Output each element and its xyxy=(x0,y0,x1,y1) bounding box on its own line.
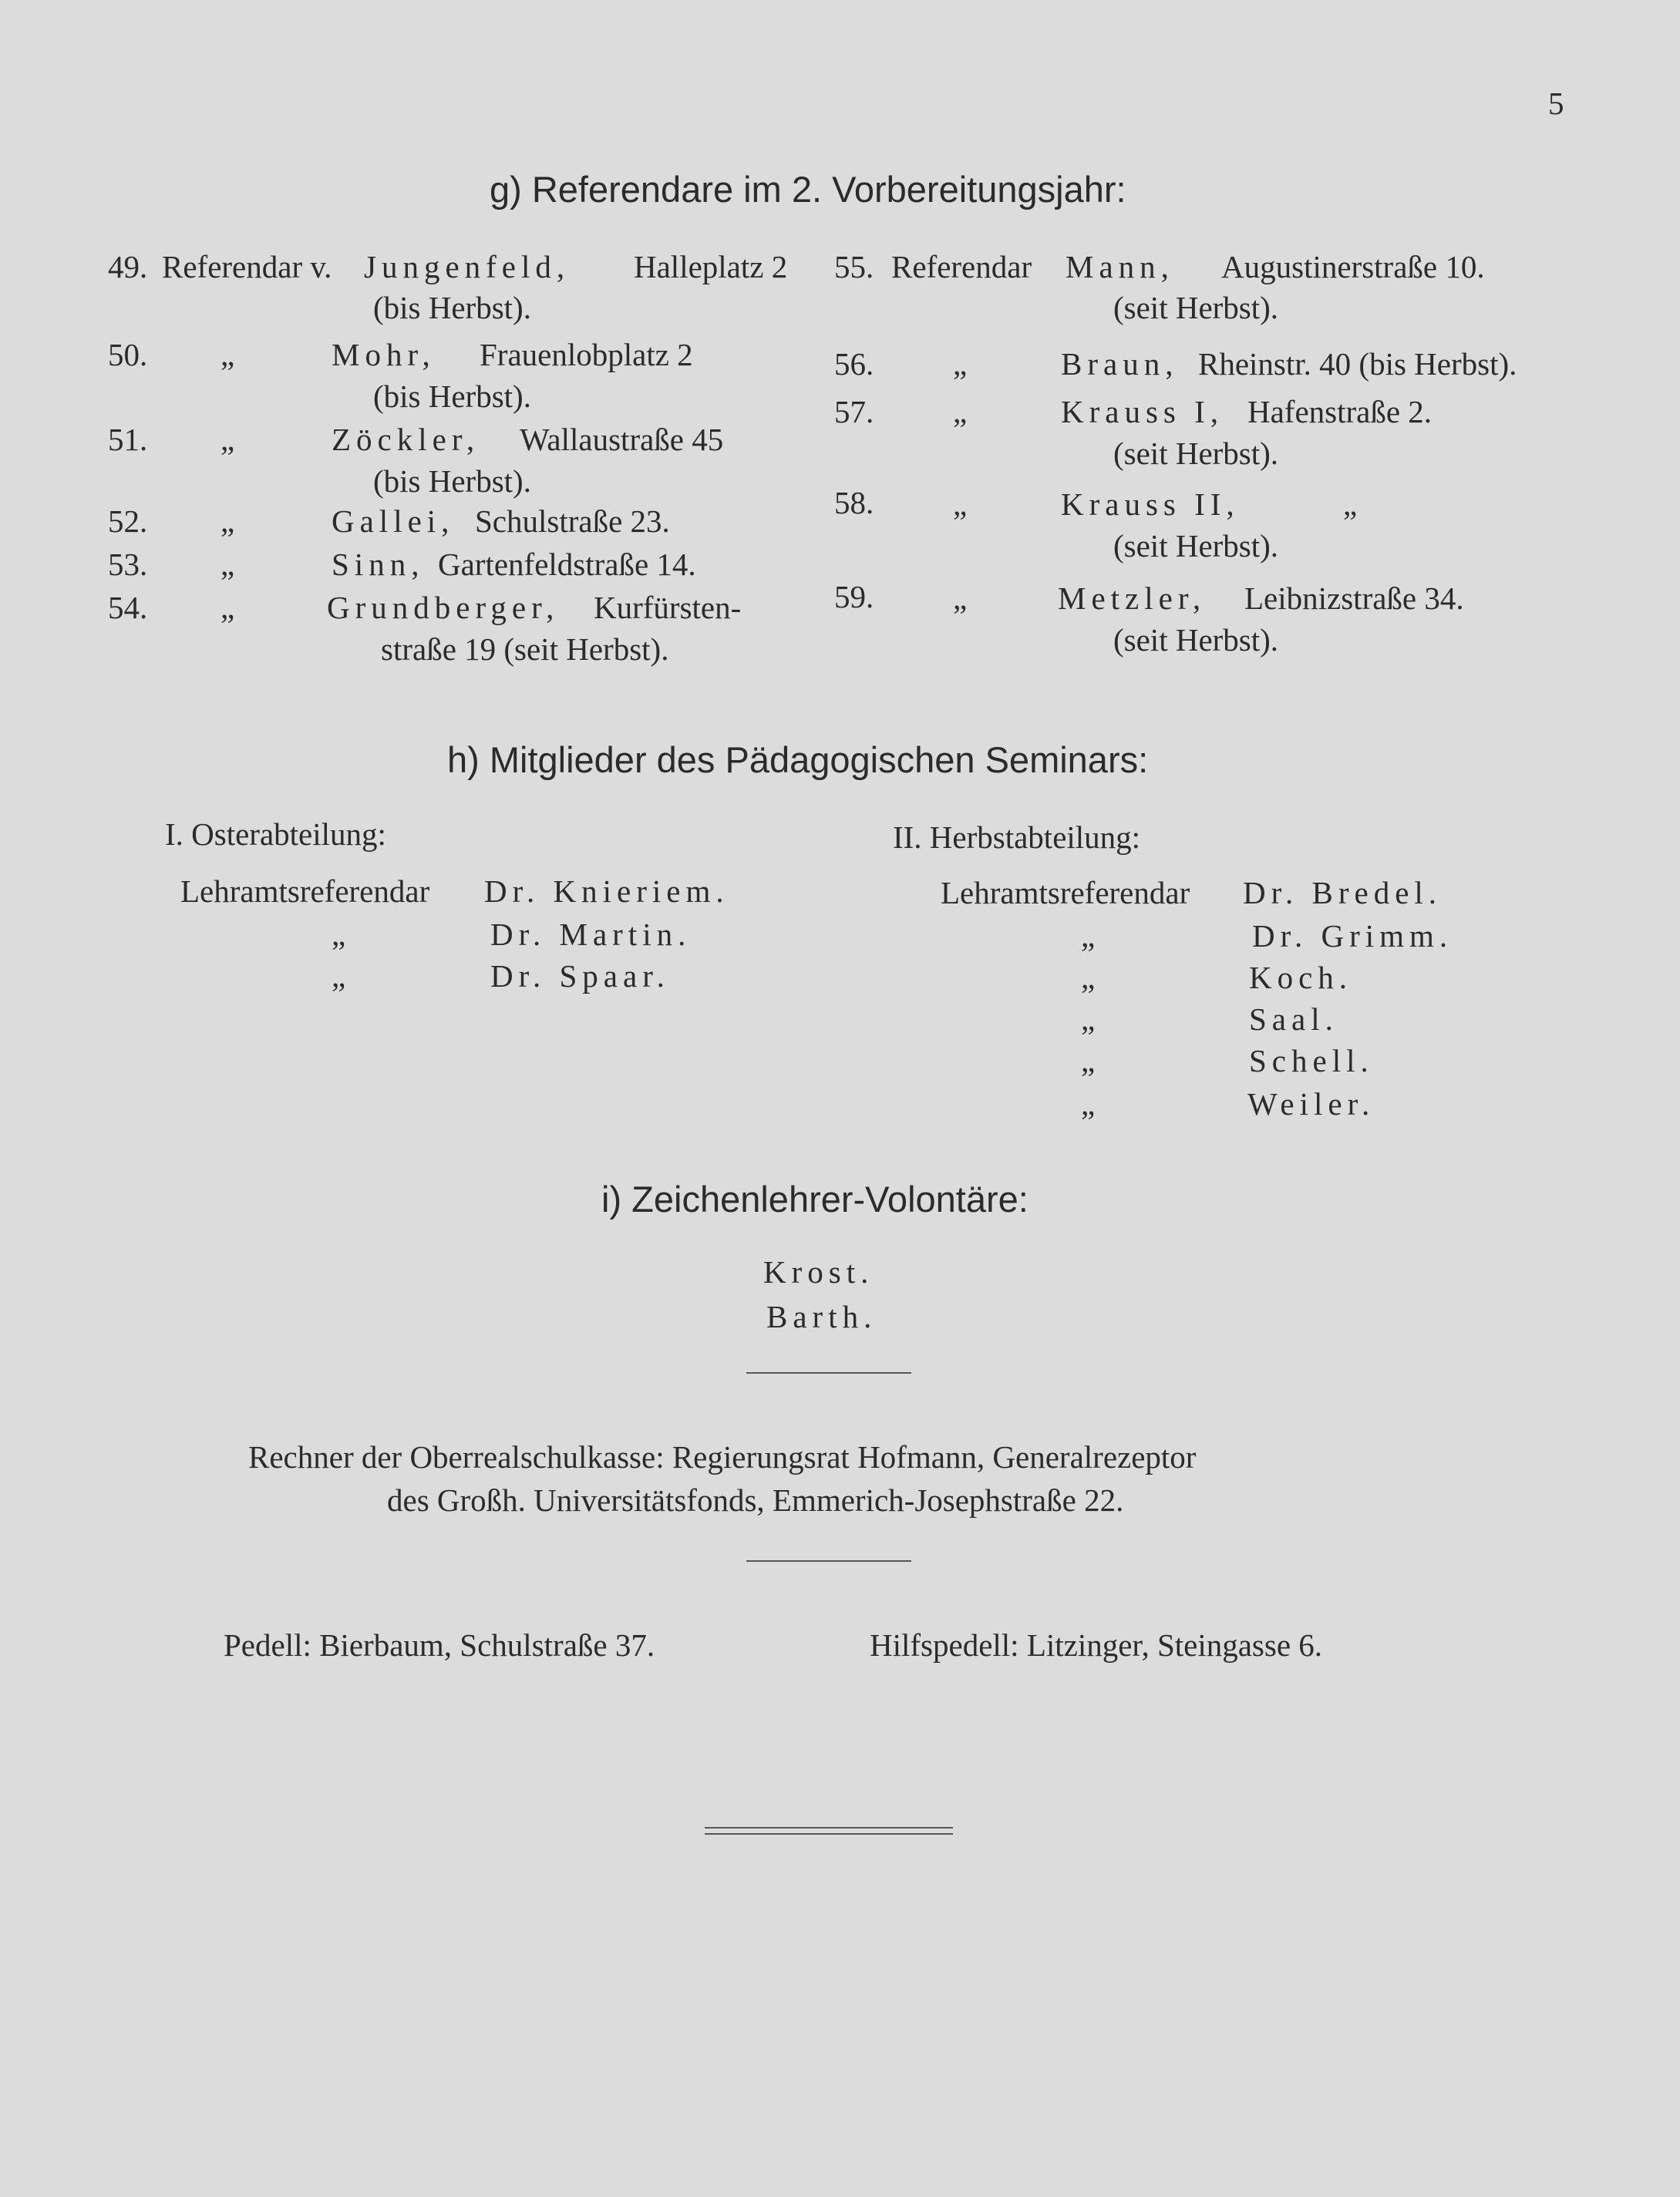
entry-ditto-address: „ xyxy=(1343,486,1358,522)
herbst-row-prefix: Lehramtsreferendar xyxy=(941,875,1190,910)
entry-ditto: „ xyxy=(221,547,235,582)
end-rule-bottom xyxy=(705,1833,953,1835)
entry-note: (seit Herbst). xyxy=(1113,436,1279,471)
entry-name: Mohr, xyxy=(332,337,436,372)
entry-address: Gartenfeldstraße 14. xyxy=(438,547,696,582)
entry-address: Schulstraße 23. xyxy=(475,503,670,539)
entry-note: (seit Herbst). xyxy=(1113,528,1279,564)
herbst-row-name: Saal. xyxy=(1249,1001,1338,1037)
entry-number: 50. xyxy=(108,337,148,372)
section-h-heading: h) Mitglieder des Pädagogischen Seminars: xyxy=(447,739,1149,780)
herbst-row-ditto: „ xyxy=(1081,960,1096,995)
herbst-row-name: Weiler. xyxy=(1247,1086,1375,1122)
entry-name: Metzler, xyxy=(1058,580,1207,616)
oster-row-name: Dr. Martin. xyxy=(490,917,692,952)
entry-address: Augustinerstraße 10. xyxy=(1221,249,1485,284)
entry-ditto: „ xyxy=(221,337,235,372)
entry-address: Halleplatz 2 xyxy=(634,249,788,284)
herbst-row-name: Schell. xyxy=(1249,1043,1374,1078)
herbst-row-name: Koch. xyxy=(1249,960,1353,995)
entry-name: Krauss II, xyxy=(1061,486,1240,522)
entry-number: 52. xyxy=(108,503,148,539)
entry-address: Kurfürsten- xyxy=(594,590,742,625)
entry-name: Sinn, xyxy=(332,547,425,582)
herbst-row-ditto: „ xyxy=(1081,1001,1096,1037)
entry-number: 51. xyxy=(108,422,148,457)
entry-name: Gallei, xyxy=(332,503,455,539)
rechner-line-2: des Großh. Universitätsfonds, Emmerich-Josephstraße 22. xyxy=(387,1482,1124,1518)
entry-ditto: „ xyxy=(221,590,235,625)
oster-row-name: Dr. Spaar. xyxy=(490,958,670,994)
hilfspedell-entry: Hilfspedell: Litzinger, Steingasse 6. xyxy=(870,1627,1323,1663)
volontaer-name: Barth. xyxy=(766,1299,877,1334)
end-rule-top xyxy=(705,1827,953,1829)
entry-address: Wallaustraße 45 xyxy=(520,422,724,457)
oster-title: I. Osterabteilung: xyxy=(165,816,386,852)
entry-ditto: „ xyxy=(953,394,968,429)
entry-ditto: „ xyxy=(953,486,968,522)
entry-note: (seit Herbst). xyxy=(1113,622,1279,658)
pedell-entry: Pedell: Bierbaum, Schulstraße 37. xyxy=(224,1627,655,1663)
entry-number: 57. xyxy=(834,394,874,429)
entry-name: Grundberger, xyxy=(327,590,560,625)
entry-ditto: „ xyxy=(221,503,235,539)
entry-name: Krauss I, xyxy=(1061,394,1224,429)
entry-number: 59. xyxy=(834,579,874,614)
entry-number: 49. xyxy=(108,249,148,284)
entry-note: (bis Herbst). xyxy=(373,290,531,325)
oster-row-ditto: „ xyxy=(332,958,346,994)
entry-prefix: Referendar xyxy=(891,249,1032,284)
section-g-heading: g) Referendare im 2. Vorbereitungsjahr: xyxy=(490,169,1126,210)
oster-row-prefix: Lehramtsreferendar xyxy=(180,873,430,909)
entry-prefix: Referendar v. xyxy=(162,249,332,284)
entry-address: Frauenlobplatz 2 xyxy=(480,337,693,372)
entry-address: Hafenstraße 2. xyxy=(1247,394,1433,429)
entry-number: 55. xyxy=(834,249,874,284)
entry-name: Jungenfeld, xyxy=(364,249,571,284)
entry-name: Braun, xyxy=(1061,346,1179,382)
herbst-row-name: Dr. Grimm. xyxy=(1252,918,1453,954)
entry-ditto: „ xyxy=(953,580,968,616)
oster-row-name: Dr. Knieriem. xyxy=(484,873,729,909)
separator-rule xyxy=(746,1560,911,1562)
herbst-row-ditto: „ xyxy=(1081,918,1096,954)
entry-note: (bis Herbst). xyxy=(373,379,531,414)
entry-ditto: „ xyxy=(953,346,968,382)
entry-address: Rheinstr. 40 (bis Herbst). xyxy=(1198,346,1517,382)
herbst-row-ditto: „ xyxy=(1081,1043,1096,1078)
entry-note: (seit Herbst). xyxy=(1113,290,1279,325)
herbst-row-ditto: „ xyxy=(1081,1086,1096,1122)
entry-ditto: „ xyxy=(221,422,235,457)
entry-number: 53. xyxy=(108,547,148,582)
volontaer-name: Krost. xyxy=(763,1254,874,1290)
oster-row-ditto: „ xyxy=(332,917,346,952)
entry-note: (bis Herbst). xyxy=(373,463,531,499)
rechner-line-1: Rechner der Oberrealschulkasse: Regierungsrat Hofmann, Generalrezeptor xyxy=(248,1439,1197,1475)
herbst-row-name: Dr. Bredel. xyxy=(1243,875,1443,910)
entry-number: 58. xyxy=(834,485,874,520)
entry-name: Mann, xyxy=(1066,249,1174,284)
section-i-heading: i) Zeichenlehrer-Volontäre: xyxy=(601,1179,1029,1220)
page-number: 5 xyxy=(1548,86,1564,121)
separator-rule xyxy=(746,1372,911,1374)
entry-name: Zöckler, xyxy=(332,422,480,457)
entry-number: 54. xyxy=(108,590,148,625)
entry-note: straße 19 (seit Herbst). xyxy=(381,631,669,667)
entry-address: Leibnizstraße 34. xyxy=(1244,580,1464,616)
entry-number: 56. xyxy=(834,346,874,382)
herbst-title: II. Herbstabteilung: xyxy=(893,819,1141,855)
